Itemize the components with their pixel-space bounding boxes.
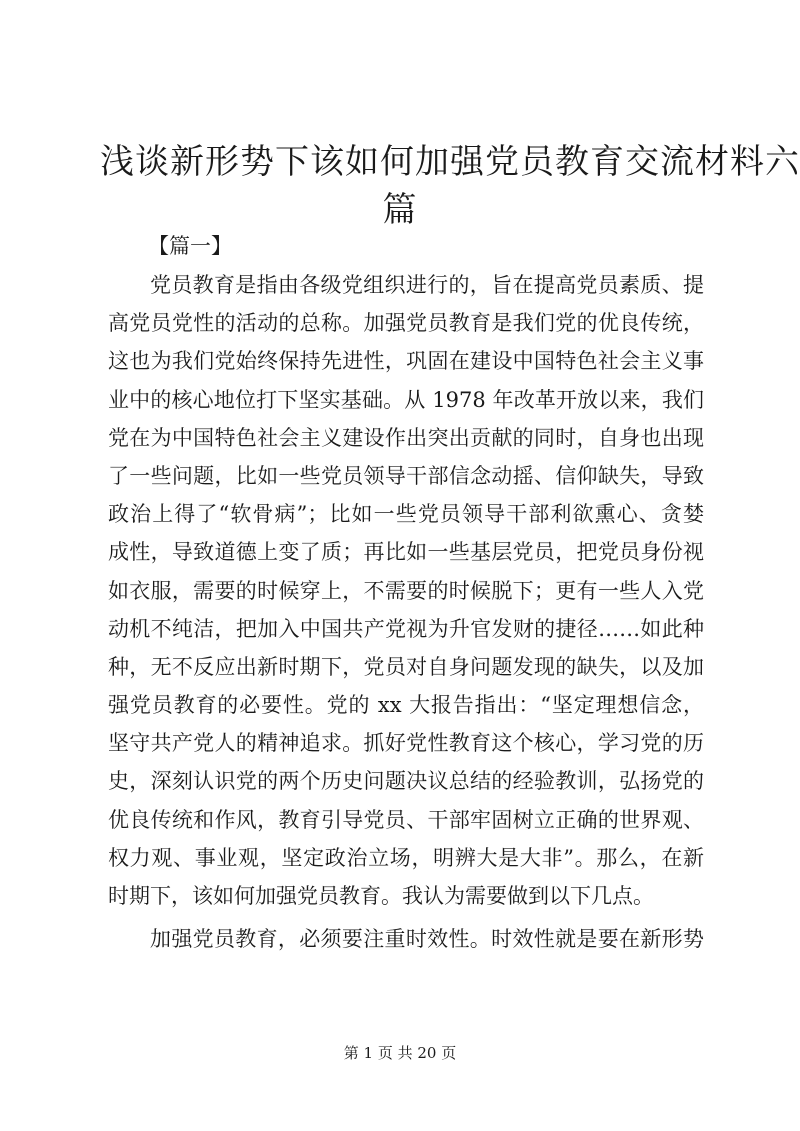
section-label: 【篇一】 xyxy=(148,234,232,258)
paragraph-line: 这也为我们党始终保持先进性，巩固在建设中国特色社会主义事 xyxy=(108,349,704,374)
title-line-1: 浅谈新形势下该如何加强党员教育交流材料六 xyxy=(100,142,800,182)
paragraph-line: 业中的核心地位打下坚实基础。从 1978 年改革开放以来，我们 xyxy=(108,387,704,412)
paragraph-line: 党员教育是指由各级党组织进行的，旨在提高党员素质、提 xyxy=(150,273,704,297)
document-title xyxy=(100,138,800,234)
paragraph-line: 种，无不反应出新时期下，党员对自身问题发现的缺失，以及加 xyxy=(108,654,704,679)
paragraph-line: 高党员党性的活动的总称。加强党员教育是我们党的优良传统， xyxy=(108,311,704,336)
paragraph-line: 成性，导致道德上变了质；再比如一些基层党员，把党员身份视 xyxy=(108,540,704,565)
title-line-2: 篇 xyxy=(382,190,418,230)
paragraph-line: 动机不纯洁，把加入中国共产党视为升官发财的捷径……如此种 xyxy=(108,616,704,641)
paragraph-line: 如衣服，需要的时候穿上，不需要的时候脱下；更有一些人入党 xyxy=(108,578,704,603)
paragraph-line: 强党员教育的必要性。党的 xx 大报告指出：“坚定理想信念， xyxy=(108,693,704,718)
paragraph-line: 了一些问题，比如一些党员领导干部信念动摇、信仰缺失，导致 xyxy=(108,463,704,488)
page-footer: 第 1 页 共 20 页 xyxy=(343,1044,457,1062)
paragraph-line: 时期下，该如何加强党员教育。我认为需要做到以下几点。 xyxy=(108,884,654,908)
paragraph-2 xyxy=(108,920,704,958)
paragraph-line: 加强党员教育，必须要注重时效性。时效性就是要在新形势 xyxy=(150,927,704,951)
paragraph-line: 党在为中国特色社会主义建设作出突出贡献的同时，自身也出现 xyxy=(108,425,704,450)
paragraph-line: 优良传统和作风，教育引导党员、干部牢固树立正确的世界观、 xyxy=(108,807,704,832)
paragraph-line: 政治上得了“软骨病”；比如一些党员领导干部利欲熏心、贪婪 xyxy=(108,502,704,527)
paragraph-1 xyxy=(108,266,704,915)
paragraph-line: 史，深刻认识党的两个历史问题决议总结的经验教训，弘扬党的 xyxy=(108,769,704,794)
paragraph-line: 坚守共产党人的精神追求。抓好党性教育这个核心，学习党的历 xyxy=(108,731,704,756)
paragraph-line: 权力观、事业观，坚定政治立场，明辨大是大非”。那么，在新 xyxy=(108,845,704,870)
